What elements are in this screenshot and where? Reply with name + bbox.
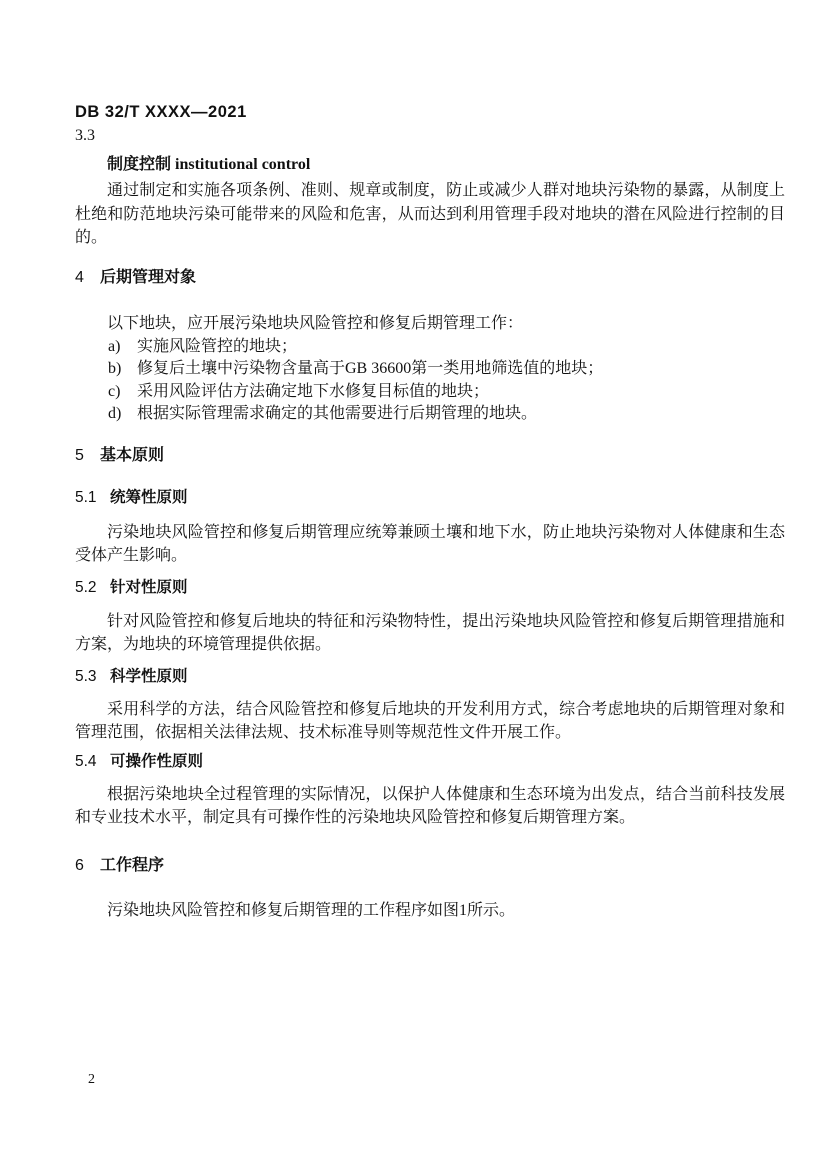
subsection-5-4-paragraph: 根据污染地块全过程管理的实际情况，以保护人体健康和生态环境为出发点，结合当前科技发展和专业技术水平，制定具有可操作性的污染地块风险管控和修复后期管理方案。 [75,785,785,827]
term-definition-paragraph: 通过制定和实施各项条例、准则、规章或制度，防止或减少人群对地块污染物的暴露，从制度上杜绝和防范地块污染可能带来的风险和危害，从而达到利用管理手段对地块的潜在风险进行控制的目的。 [75,182,785,246]
list-item-d-label: d) [108,405,122,423]
subsection-5-1-heading [75,488,785,508]
list-item-a-label: a) [108,338,121,355]
subsection-5-4-number: 5.4 [75,752,97,770]
subsection-5-4-title: 可操作性原则 [110,752,204,770]
document-code-header: DB 32/T XXXX—2021 [75,103,247,121]
subsection-5-3-heading [75,667,785,687]
section-4-list [108,336,785,426]
subsection-5-2-number: 5.2 [75,578,97,596]
section-5-title: 基本原则 [100,446,165,464]
list-item-b-text: 修复后土壤中污染物含量高于GB 36600第一类用地筛选值的地块； [137,360,604,378]
list-item-a [108,336,785,358]
section-4-intro-paragraph: 以下地块，应开展污染地块风险管控和修复后期管理工作： [107,314,524,332]
section-4-title: 后期管理对象 [100,268,197,286]
subsection-5-4-heading [75,752,785,772]
section-4-heading [75,268,785,288]
term-heading: 制度控制 institutional control [107,156,311,173]
list-item-a-text: 实施风险管控的地块； [137,338,298,355]
section-6-title: 工作程序 [100,856,165,874]
section-6-number: 6 [75,856,84,874]
list-item-d [108,403,785,425]
subsection-5-1-title: 统筹性原则 [110,488,188,506]
section-4-number: 4 [75,268,84,286]
section-5-heading [75,446,785,466]
page-number: 2 [88,1072,95,1087]
list-item-b [108,358,785,380]
subsection-5-3-number: 5.3 [75,667,97,685]
term-section-number: 3.3 [75,127,95,144]
subsection-5-3-title: 科学性原则 [110,667,188,685]
section-6-paragraph: 污染地块风险管控和修复后期管理的工作程序如图1所示。 [107,901,516,919]
list-item-c-label: c) [108,382,121,400]
list-item-c [108,381,785,403]
subsection-5-2-heading [75,578,785,598]
section-6-heading [75,856,785,876]
subsection-5-2-title: 针对性原则 [110,578,188,596]
list-item-b-label: b) [108,360,122,378]
subsection-5-1-number: 5.1 [75,488,97,506]
list-item-c-text: 采用风险评估方法确定地下水修复目标值的地块； [137,382,490,400]
section-5-number: 5 [75,446,84,464]
subsection-5-1-paragraph: 污染地块风险管控和修复后期管理应统筹兼顾土壤和地下水，防止地块污染物对人体健康和生态受体产生影响。 [75,523,785,565]
subsection-5-2-paragraph: 针对风险管控和修复后地块的特征和污染物特性，提出污染地块风险管控和修复后期管理措施和方案，为地块的环境管理提供依据。 [75,612,785,654]
subsection-5-3-paragraph: 采用科学的方法，结合风险管控和修复后地块的开发利用方式，综合考虑地块的后期管理对象和管理范围，依据相关法律法规、技术标准导则等规范性文件开展工作。 [75,700,785,742]
list-item-d-text: 根据实际管理需求确定的其他需要进行后期管理的地块。 [137,405,538,423]
